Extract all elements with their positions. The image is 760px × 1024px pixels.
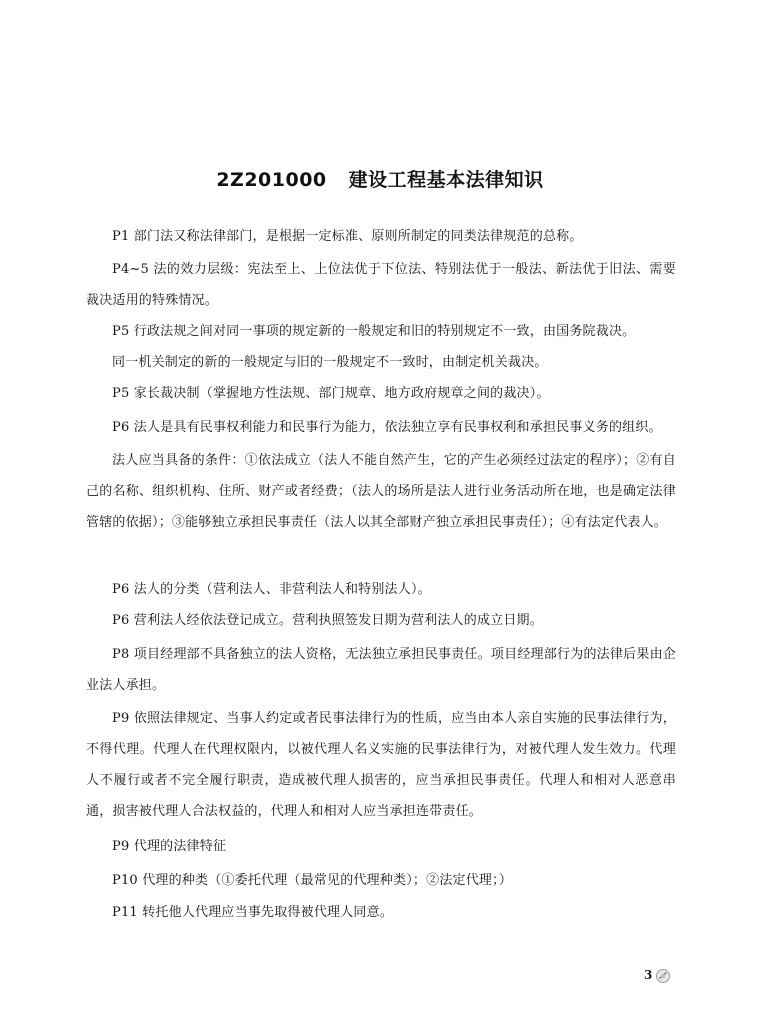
paragraph-p1: P1 部门法又称法律部门，是根据一定标准、原则所制定的同类法律规范的总称。	[112, 229, 583, 244]
paragraph-same-organ: 同一机关制定的新的一般规定与旧的一般规定不一致时，由制定机关裁决。	[112, 355, 548, 370]
paragraph-p5-ruling: P5 家长裁决制（掌握地方性法规、部门规章、地方政府规章之间的裁决）。	[112, 386, 550, 401]
paragraph-p8-project: P8 项目经理部不具备独立的法人资格，无法独立承担民事责任。项目经理部行为的法律后果由企业法人承担。	[86, 647, 676, 693]
paragraph-p5-admin: P5 行政法规之间对同一事项的规定新的一般规定和旧的特别规定不一致，由国务院裁决。	[112, 324, 636, 339]
paragraph-p6-classification: P6 法人的分类（营利法人、非营利法人和特别法人）。	[112, 582, 431, 597]
paragraph-p6-legal-person: P6 法人是具有民事权利能力和民事行为能力，依法独立享有民事权利和承担民事义务的组织。	[112, 420, 662, 435]
page-corner-icon	[655, 968, 671, 984]
paragraph-p9-agency: P9 依照法律规定、当事人约定或者民事法律行为的性质，应当由本人亲自实施的民事法律行为，不得代理。代理人在代理权限内，以被代理人名义实施的民事法律行为，对被代理人发生效力。代理人不履行或者不完全履行职责，造成被代理人损害的，应当承担民事责任。代理人和相对人恶意串通，损害被代理人合法权益的，代理人和相对人应当承担连带责任。	[86, 711, 676, 819]
paragraph-p10-types: P10 代理的种类（①委托代理（最常见的代理种类）；②法定代理；）	[112, 873, 513, 888]
paragraph-conditions: 法人应当具备的条件：①依法成立（法人不能自然产生，它的产生必须经过法定的程序）；②有自己的名称、组织机构、住所、财产或者经费；（法人的场所是法人进行业务活动所在地，也是确定法律管辖的依据）；③能够独立承担民事责任（法人以其全部财产独立承担民事责任）；④有法定代表人。	[86, 453, 676, 530]
title-code: 2Z201000	[216, 169, 327, 191]
paragraph-p6-for-profit: P6 营利法人经依法登记成立。营利执照签发日期为营利法人的成立日期。	[112, 613, 543, 628]
title-text: 建设工程基本法律知识	[348, 169, 544, 191]
page-number: 3	[644, 968, 653, 982]
paragraph-p9-features: P9 代理的法律特征	[112, 839, 227, 854]
paragraph-p11: P11 转托他人代理应当事先取得被代理人同意。	[112, 905, 394, 920]
paragraph-p4-5: P4~5 法的效力层级：宪法至上、上位法优于下位法、特别法优于一般法、新法优于旧法、需要裁决适用的特殊情况。	[86, 262, 676, 308]
page-title	[0, 165, 760, 192]
